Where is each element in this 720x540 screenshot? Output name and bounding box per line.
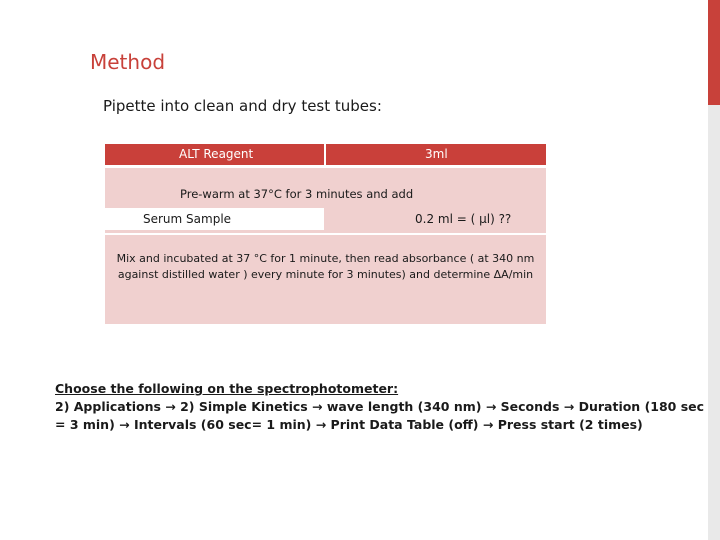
header-reagent-cell: ALT Reagent bbox=[105, 144, 324, 165]
row-divider bbox=[105, 233, 546, 235]
instructions-line-1: 2) Applications → 2) Simple Kinetics → wave length (340 nm) → Seconds → Duration (180 sec bbox=[55, 399, 705, 414]
mix-line-1: Mix and incubated at 37 °C for 1 minute, then read absorbance ( at 340 nm bbox=[116, 252, 535, 265]
slide-subtitle: Pipette into clean and dry test tubes: bbox=[103, 97, 382, 115]
serum-label-cell: Serum Sample bbox=[105, 208, 324, 230]
accent-bar-bottom bbox=[708, 105, 720, 540]
mix-line-2: against distilled water ) every minute for 3 minutes) and determine ΔA/min bbox=[117, 268, 534, 281]
table-body-bottom bbox=[105, 299, 546, 324]
serum-volume-cell: 0.2 ml = ( µl) ?? bbox=[326, 208, 546, 230]
serum-row bbox=[105, 208, 546, 230]
prewarm-instruction: Pre-warm at 37°C for 3 minutes and add bbox=[180, 187, 414, 201]
mix-instruction bbox=[105, 251, 546, 283]
accent-bar-top bbox=[708, 0, 720, 105]
table-body bbox=[105, 168, 546, 299]
table-header-row bbox=[105, 144, 546, 165]
spectrophotometer-instructions bbox=[55, 380, 705, 434]
instructions-heading: Choose the following on the spectrophotometer: bbox=[55, 381, 399, 396]
method-table bbox=[105, 144, 546, 324]
header-volume-cell: 3ml bbox=[326, 144, 546, 165]
instructions-line-2: = 3 min) → Intervals (60 sec= 1 min) → Print Data Table (off) → Press start (2 times) bbox=[55, 417, 643, 432]
slide-title: Method bbox=[90, 50, 166, 74]
